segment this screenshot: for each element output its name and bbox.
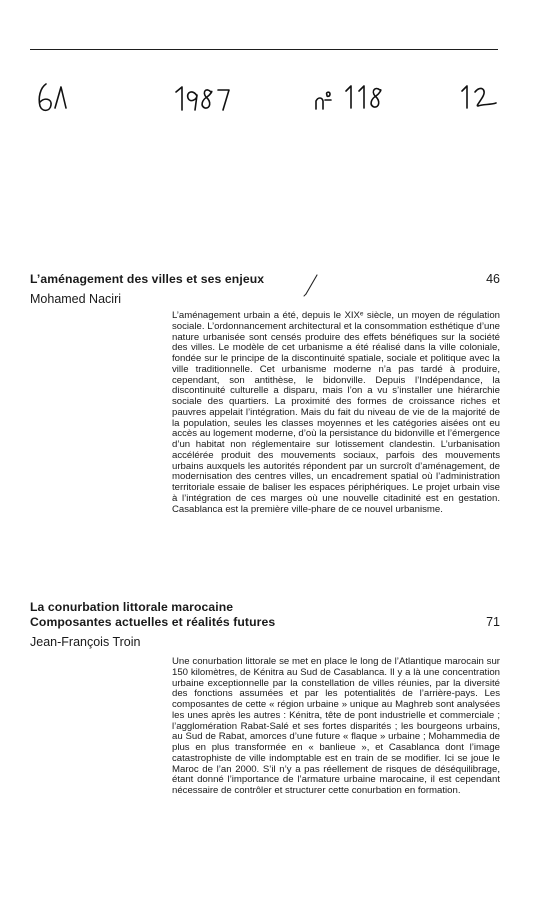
page-number: 71	[486, 615, 500, 629]
article-title-line-1: La conurbation littorale marocaine	[30, 600, 234, 614]
article-title: L’aménagement des villes et ses enjeux	[30, 272, 265, 286]
check-mark-icon	[300, 272, 322, 298]
article-author: Jean-François Troin	[30, 635, 141, 649]
handwritten-annotation	[30, 78, 500, 118]
article-abstract: Une conurbation littorale se met en place le long de l’Atlantique marocain sur 150 kilomètres, de Kénitra au Sud de Casablanca. Il y a là une concentration urbaine exceptionnelle par la constellation de villes réunies, par la diversité des fonctions assumées et par les potentialités de l’arrière-pays. Les composantes de cette « région urbaine » unique au Maghreb sont analysées les unes après les autres : Kénitra, tête de pont industrielle et commerciale ; l’agglomération Rabat-Salé et ses fortes disparités ; les bourgeons urbains, au Sud de Rabat, amorces d’une future « flaque » urbaine ; Mohammedia de plus en plus transformée en « banlieue », et Casablanca dont l’image catastrophiste de ville indomptable est en train de se modifier. Ici se joue le Maroc de l’an 2000. S’il n’y a pas réellement de risques de déséquilibrage, étant donné l’importance de l’armature urbaine marocaine, il est cependant nécessaire de contrôler et structurer cette conurbation en formation.	[172, 656, 500, 796]
top-rule	[30, 49, 498, 50]
article-title-line-2: Composantes actuelles et réalités futures	[30, 615, 276, 629]
article-abstract: L’aménagement urbain a été, depuis le XIXᵉ siècle, un moyen de régulation sociale. L’ordonnancement architectural et la consommation esthétique d’une nature urbanisée sont censés produire des effets bénéfiques sur la société des villes. Le modèle de cet urbanisme a été réalisé dans la ville coloniale, fondée sur le principe de la discontinuité spatiale, sociale et politique avec la ville traditionnelle. Cet urbanisme moderne n’a pas tardé à produire, cependant, son antithèse, le bidonville. Depuis l’Indépendance, la discontinuité culturelle a disparu, mais l’on a vu s’installer une hiérarchie sociale des quartiers. La proximité des formes de croissance riches et pauvres appelait l’intégration. Mais du fait du niveau de vie de la majorité de la population, seules les classes moyennes et les catégories aisées ont eu accès au logement moderne, d’où la persistance du bidonville et l’émergence d’un habitat non réglementaire sur lotissement clandestin. L’urbanisation accélérée produit des mouvements sociaux, parfois des mouvements urbains auxquels les autorités répondent par un surcroît d’aménagement, de modernisation des centres villes, un encadrement spatial où l’administration territoriale essaie de baliser les espaces périphériques. Le projet urbain vise à l’intégration de ces marges où une nouvelle citadinité est en gestation. Casablanca est la première ville-phare de ce nouvel urbanisme.	[172, 310, 500, 515]
article-author: Mohamed Naciri	[30, 292, 122, 306]
page-number: 46	[486, 272, 500, 286]
